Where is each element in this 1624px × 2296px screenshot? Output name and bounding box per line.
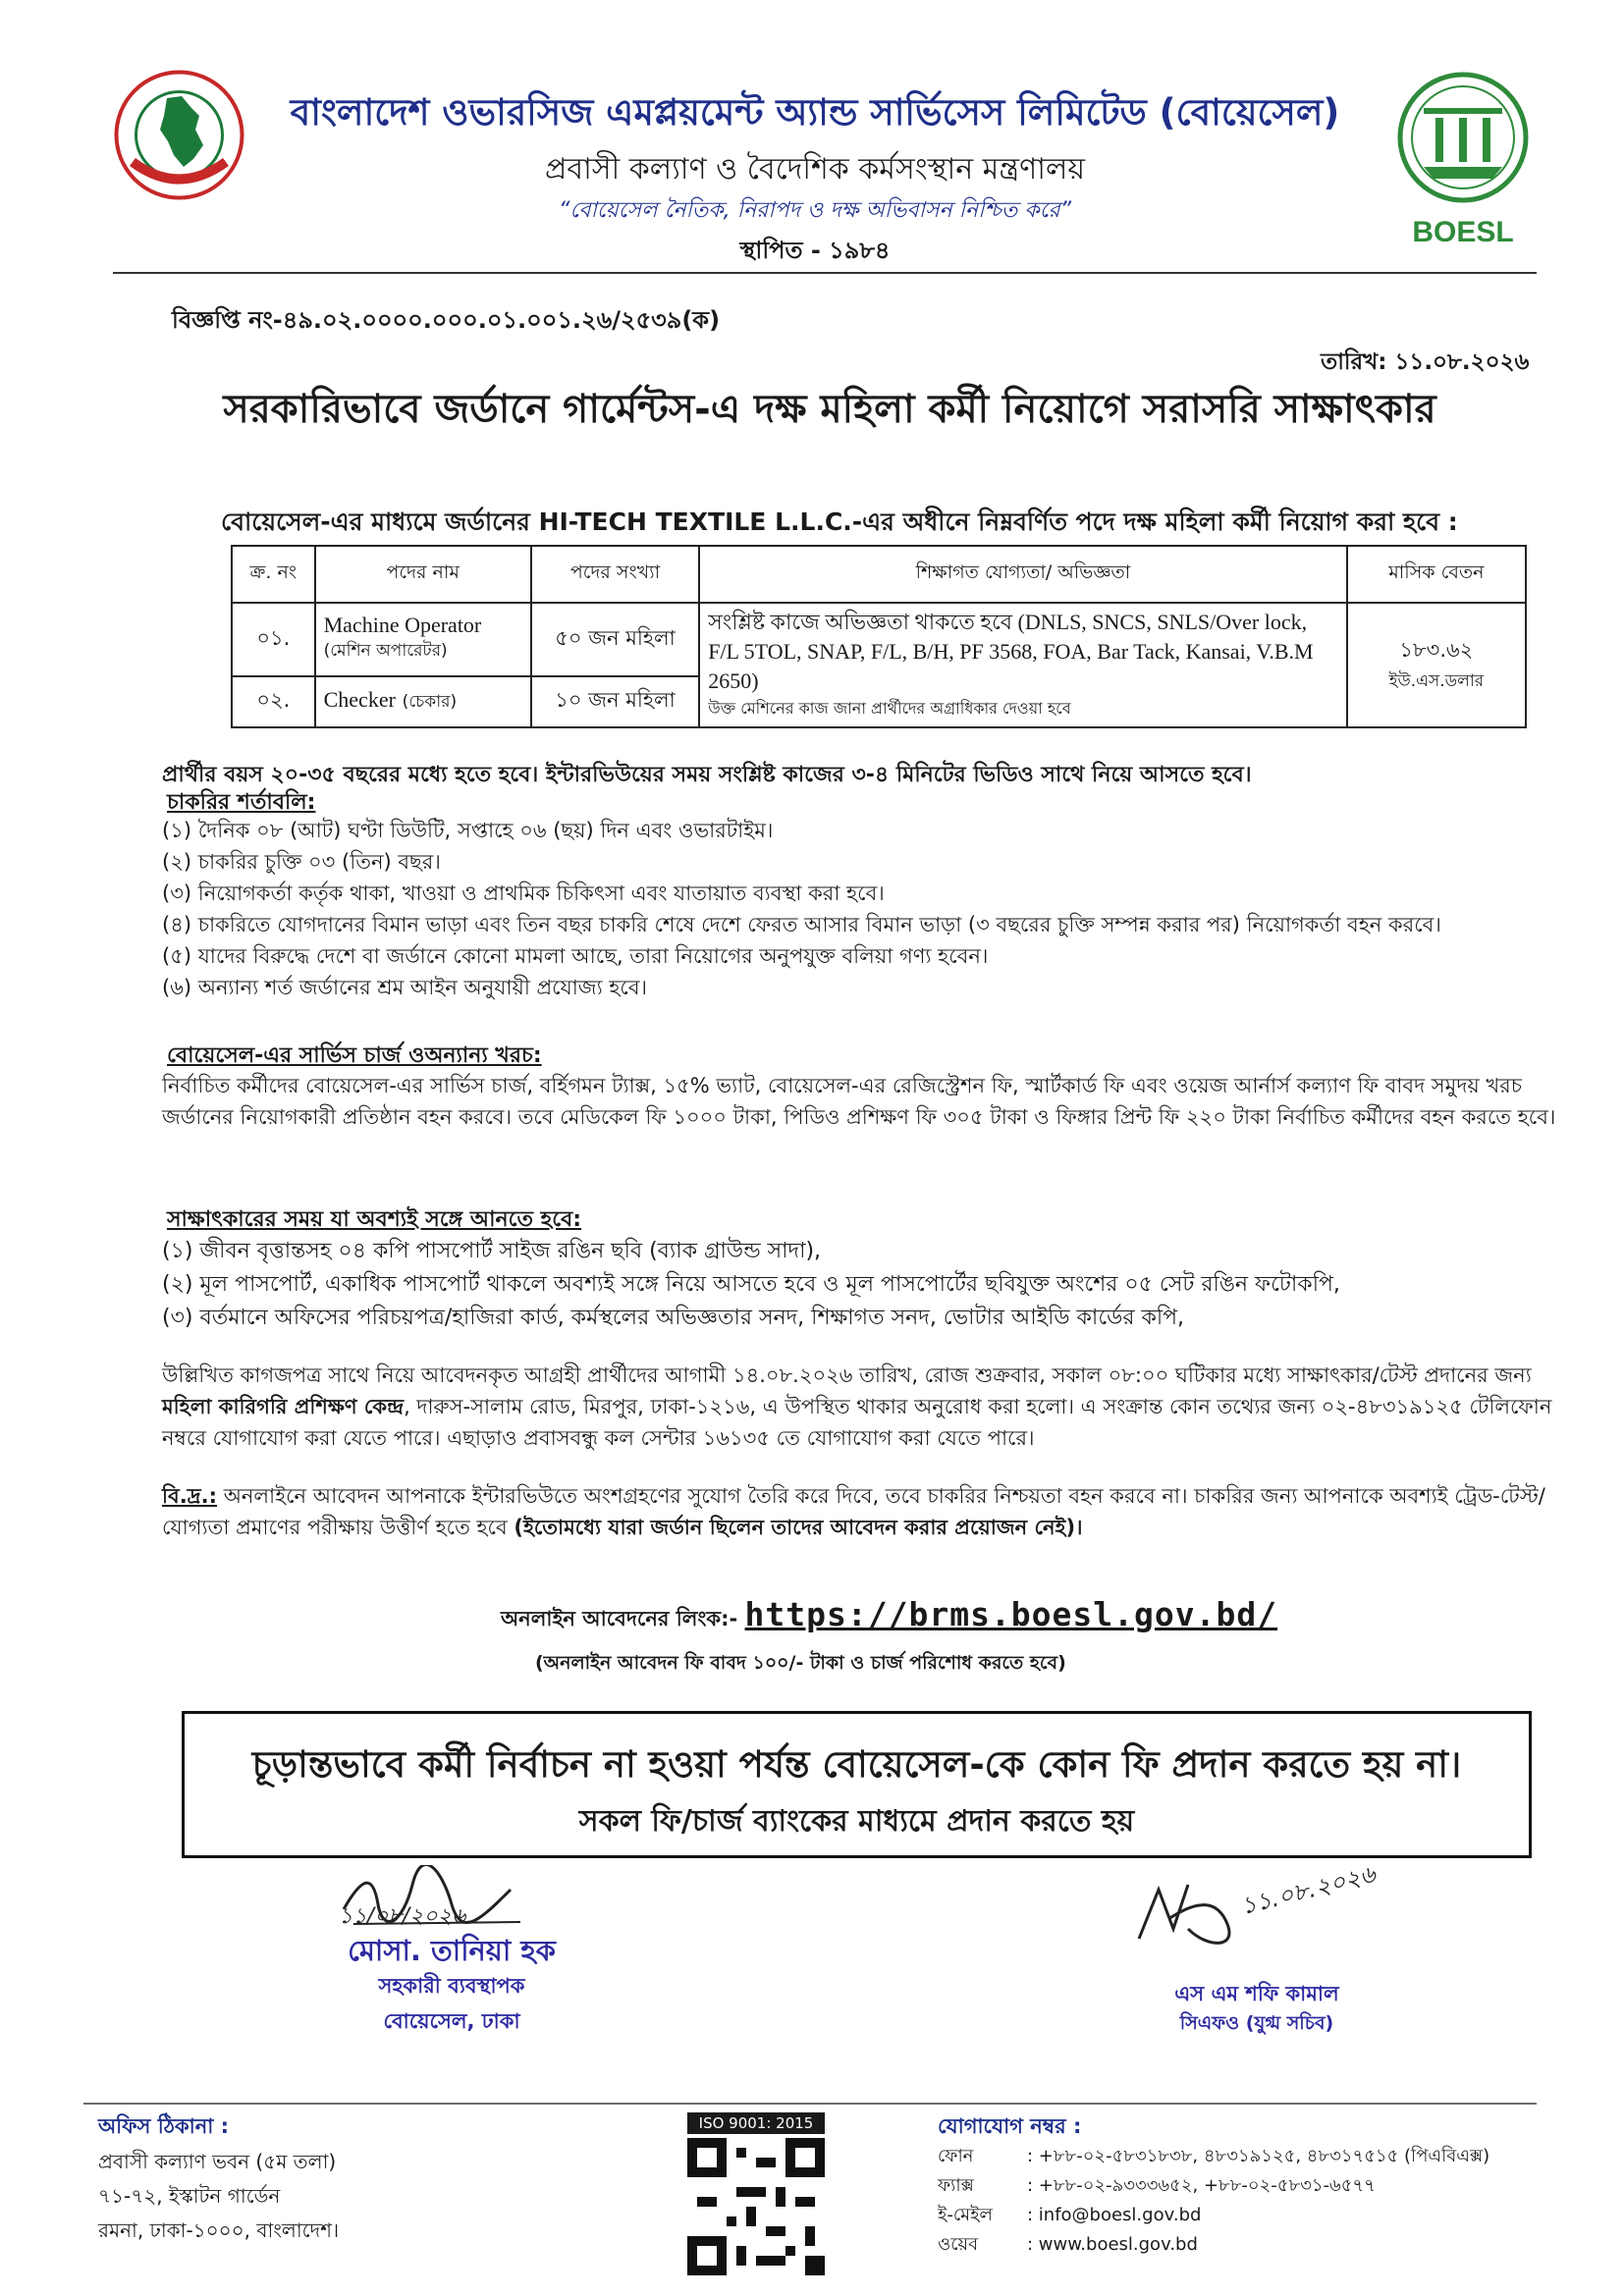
interview-text-a: উল্লিখিত কাগজপত্র সাথে নিয়ে আবেদনকৃত আগ্রহী প্রার্থীদের আগামী ১৪.০৮.২০২৬ তারিখ, রোজ শুক্রবার, সকাল ০৮:০০ ঘটিকার মধ্যে সাক্ষাৎকার/টেস্ট প্রদানের জন্য <box>162 1363 1532 1387</box>
page-headline: সরকারিভাবে জর্ডানে গার্মেন্টস-এ দক্ষ মহিলা কর্মী নিয়োগে সরাসরি সাক্ষাৎকার <box>223 387 1436 432</box>
established-year: স্থাপিত - ১৯৮৪ <box>739 237 891 264</box>
col-count: পদের সংখ্যা <box>531 546 699 603</box>
right-signature-date: ১১.০৮.২০২৬ <box>1237 1860 1379 1921</box>
fee-notice-box <box>182 1711 1532 1858</box>
address-line: প্রবাসী কল্যাণ ভবন (৫ম তলা) <box>98 2150 337 2173</box>
table-row <box>232 603 1526 676</box>
salary-cell <box>1347 603 1526 727</box>
documents-heading: সাক্ষাৎকারের সময় যা অবশ্যই সঙ্গে আনতে হবে: <box>167 1207 582 1232</box>
list-item: (২) মূল পাসপোর্ট, একাধিক পাসপোর্ট থাকলে অবশ্যই সঙ্গে নিয়ে আসতে হবে ও মূল পাসপোর্টের ছবিযুক্ত অংশের ০৫ সেট রঙিন ফটোকপি, <box>162 1272 1340 1297</box>
col-post: পদের নাম <box>315 546 531 603</box>
memo-number: বিজ্ঞপ্তি নং-৪৯.০২.০০০০.০০০.০১.০০১.২৬/২৫৩৯(ক) <box>172 306 721 334</box>
boesl-logo-text: BOESL <box>1412 216 1514 248</box>
contact-row <box>938 2171 1495 2201</box>
phone-numbers: : +৮৮-০২-৫৮৩১৮৩৮, ৪৮৩১৯১২৫, ৪৮৩১৭৫১৫ (পিএবিএক্স) <box>1027 2146 1490 2166</box>
contact-label: ফোন <box>938 2146 974 2166</box>
fee-notice-line1: চূড়ান্তভাবে কর্মী নির্বাচন না হওয়া পর্যন্ত বোয়েসেল-কে কোন ফি প্রদান করতে হয় না। <box>251 1743 1462 1786</box>
contact-row <box>938 2142 1495 2171</box>
address-line: রমনা, ঢাকা-১০০০, বাংলাদেশ। <box>98 2218 340 2242</box>
header-divider <box>113 272 1537 274</box>
online-fee-note: (অনলাইন আবেদন ফি বাবদ ১০০/- টাকা ও চার্জ পরিশোধ করতে হবে) <box>535 1652 1066 1674</box>
row-count: ১০ জন মহিলা <box>531 676 699 727</box>
right-signatory-title: সিএফও (যুগ্ম সচিব) <box>1179 2012 1334 2034</box>
row-post <box>315 603 531 676</box>
contact-label: ফ্যাক্স <box>938 2175 974 2196</box>
government-seal-logo <box>113 69 245 201</box>
left-signatory-office: বোয়েসেল, ঢাকা <box>383 2009 520 2033</box>
qualification-note: উক্ত মেশিনের কাজ জানা প্রার্থীদের অগ্রাধিকার দেওয়া হবে <box>708 699 1071 718</box>
charges-heading: বোয়েসেল-এর সার্ভিস চার্জ ওঅন্যান্য খরচ: <box>167 1043 542 1068</box>
row-serial: ০১. <box>232 603 315 676</box>
intro-statement: বোয়েসেল-এর মাধ্যমে জর্ডানের HI-TECH TEXTILE L.L.C.-এর অধীনে নিম্নবর্ণিত পদে দক্ষ মহিলা কর্মী নিয়োগ করা হবে : <box>221 507 1458 536</box>
footer-divider <box>83 2103 1537 2105</box>
table-header-row <box>232 546 1526 603</box>
salary-amount: ১৮৩.৬২ <box>1399 638 1474 662</box>
note-text: অনলাইনে আবেদন আপনাকে ইন্টারভিউতে অংশগ্রহণের সুযোগ তৈরি করে দিবে, তবে চাকরির নিশ্চয়তা বহন করবে না। চাকরির জন্য আপনাকে অবশ্যই ট্রেড-টেস্ট/যোগ্যতা প্রমাণের পরীক্ষায় উত্তীর্ণ হতে হবে <box>162 1484 1545 1539</box>
left-signature-date: ১১/০৮/২০২৬ <box>339 1904 466 1929</box>
organization-title: বাংলাদেশ ওভারসিজ এমপ্লয়মেন্ট অ্যান্ড সার্ভিসেস লিমিটেড (বোয়েসেল) <box>290 91 1340 133</box>
office-address-heading: অফিস ঠিকানা : <box>98 2114 230 2138</box>
contact-label: ই-মেইল <box>938 2205 993 2225</box>
contact-row <box>938 2230 1495 2260</box>
col-serial: ক্র. নং <box>232 546 315 603</box>
list-item: (৩) নিয়োগকর্তা কর্তৃক থাকা, খাওয়া ও প্রাথমিক চিকিৎসা এবং যাতায়াত ব্যবস্থা করা হবে। <box>162 881 885 905</box>
ministry-name: প্রবাসী কল্যাণ ও বৈদেশিক কর্মসংস্থান মন্ত্রণালয় <box>545 152 1085 187</box>
fax-numbers: : +৮৮-০২-৯৩৩৩৬৫২, +৮৮-০২-৫৮৩১-৬৫৭৭ <box>1027 2175 1376 2196</box>
col-qualification: শিক্ষাগত যোগ্যতা/ অভিজ্ঞতা <box>699 546 1347 603</box>
address-line: ৭১-৭২, ইস্কাটন গার্ডেন <box>98 2184 281 2208</box>
contact-label: ওয়েব <box>938 2234 979 2255</box>
website-link[interactable]: : www.boesl.gov.bd <box>1027 2234 1198 2255</box>
age-requirement: প্রার্থীর বয়স ২০-৩৫ বছরের মধ্যে হতে হবে। ইন্টারভিউয়ের সময় সংশ্লিষ্ট কাজের ৩-৪ মিনিটের ভিডিও সাথে নিয়ে আসতে হবে। <box>162 763 1252 787</box>
charges-text: নির্বাচিত কর্মীদের বোয়েসেল-এর সার্ভিস চার্জ, বর্হিগমন ট্যাক্স, ১৫% ভ্যাট, বোয়েসেল-এর রেজিস্ট্রেশন ফি, স্মার্টকার্ড ফি এবং ওয়েজ আর্নার্স কল্যাণ ফি বাবদ সমুদয় খরচ জর্ডানের নিয়োগকারী প্রতিষ্ঠান বহন করবে। তবে মেডিকেল ফি ১০০০ টাকা, পিডিও প্রশিক্ষণ ফি ৩০৫ টাকা ও ফিঙ্গার প্রিন্ট ফি ২২০ টাকা নির্বাচিত কর্মীদের বহন করতে হবে। <box>162 1074 1556 1129</box>
online-application-link[interactable]: https://brms.boesl.gov.bd/ <box>744 1595 1278 1633</box>
post-name: Checker <box>323 686 396 712</box>
col-salary: মাসিক বেতন <box>1347 546 1526 603</box>
office-address <box>98 2145 339 2248</box>
list-item: (৪) চাকরিতে যোগদানের বিমান ভাড়া এবং তিন বছর চাকরি শেষে দেশে ফেরত আসার বিমান ভাড়া (৩ বছরের চুক্তি সম্পন্ন করার পর) নিয়োগকর্তা বহন করবে। <box>162 913 1441 936</box>
iso-certification-badge: ISO 9001: 2015 <box>687 2112 825 2134</box>
post-name: Machine Operator <box>323 613 482 638</box>
qr-code <box>687 2138 825 2275</box>
right-signature-scribble <box>1119 1870 1257 1958</box>
note-paragraph <box>162 1480 1556 1543</box>
post-name-bn: (মেশিন অপারেটর) <box>323 641 448 662</box>
list-item: (২) চাকরির চুক্তি ০৩ (তিন) বছর। <box>162 850 441 874</box>
list-item: (১) দৈনিক ০৮ (আট) ঘণ্টা ডিউটি, সপ্তাহে ০৬ (ছয়) দিন এবং ওভারটাইম। <box>162 819 774 842</box>
jobs-table <box>231 545 1527 728</box>
right-signatory-name: এস এম শফি কামাল <box>1174 1982 1339 2005</box>
qualification-cell <box>699 603 1347 727</box>
contact-details <box>938 2142 1495 2260</box>
list-item: (১) জীবন বৃত্তান্তসহ ০৪ কপি পাসপোর্ট সাইজ রঙিন ছবি (ব্যাক গ্রাউন্ড সাদা), <box>162 1239 822 1263</box>
terms-list <box>162 815 1537 1003</box>
list-item: (৬) অন্যান্য শর্ত জর্ডানের শ্রম আইন অনুযায়ী প্রযোজ্য হবে। <box>162 976 648 999</box>
list-item: (৩) বর্তমানে অফিসের পরিচয়পত্র/হাজিরা কার্ড, কর্মস্থলের অভিজ্ঞতার সনদ, শিক্ষাগত সনদ, ভোটার আইডি কার্ডের কপি, <box>162 1306 1185 1330</box>
salary-unit: ইউ.এস.ডলার <box>1388 671 1485 691</box>
interview-instructions <box>162 1360 1556 1454</box>
terms-heading: চাকরির শর্তাবলি: <box>167 790 316 815</box>
list-item: (৫) যাদের বিরুদ্ধে দেশে বা জর্ডানে কোনো মামলা আছে, তারা নিয়োগের অনুপযুক্ত বলিয়া গণ্য হবেন। <box>162 944 989 968</box>
row-post <box>315 676 531 727</box>
online-link-label: অনলাইন আবেদনের লিংক:- <box>501 1607 745 1630</box>
motto: “বোয়েসেল নৈতিক, নিরাপদ ও দক্ষ অভিবাসন নিশ্চিত করে” <box>558 198 1072 223</box>
note-label: বি.দ্র.: <box>162 1484 218 1508</box>
boesl-logo <box>1394 69 1532 255</box>
interview-text-b: , দারুস-সালাম রোড, মিরপুর, ঢাকা-১২১৬, এ উপস্থিত থাকার অনুরোধ করা হলো। এ সংক্রান্ত কোন তথ্যের জন্য ০২-৪৮৩১৯১২৫ টেলিফোন নম্বরে যোগাযোগ করা যেতে পারে। এছাড়াও প্রবাসবন্ধু কল সেন্টার ১৬১৩৫ তে যোগাযোগ করা যেতে পারে। <box>162 1395 1552 1450</box>
documents-list <box>162 1235 1556 1335</box>
memo-date: তারিখ: ১১.০৮.২০২৬ <box>1321 349 1530 375</box>
left-signatory-name: মোসা. তানিয়া হক <box>348 1934 556 1967</box>
email-link[interactable]: : info@boesl.gov.bd <box>1027 2205 1202 2225</box>
contact-heading: যোগাযোগ নম্বর : <box>938 2114 1082 2138</box>
online-application-line <box>501 1595 1277 1637</box>
qualification-text: সংশ্লিষ্ট কাজে অভিজ্ঞতা থাকতে হবে (DNLS, SNCS, SNLS/Over lock, F/L 5TOL, SNAP, F/L, B/H, PF 3568, FOA, Bar Tack, Kansai, V.B.M 2650) <box>708 610 1314 693</box>
row-count: ৫০ জন মহিলা <box>531 603 699 676</box>
note-bold-text: (ইতোমধ্যে যারা জর্ডান ছিলেন তাদের আবেদন করার প্রয়োজন নেই)। <box>514 1516 1083 1539</box>
contact-row <box>938 2201 1495 2230</box>
row-serial: ০২. <box>232 676 315 727</box>
interview-venue: মহিলা কারিগরি প্রশিক্ষণ কেন্দ্র <box>162 1395 405 1418</box>
left-signatory-title: সহকারী ব্যবস্থাপক <box>378 1974 525 1998</box>
fee-notice-line2: সকল ফি/চার্জ ব্যাংকের মাধ্যমে প্রদান করতে হয় <box>578 1804 1135 1839</box>
post-name-bn: (চেকার) <box>402 691 458 712</box>
